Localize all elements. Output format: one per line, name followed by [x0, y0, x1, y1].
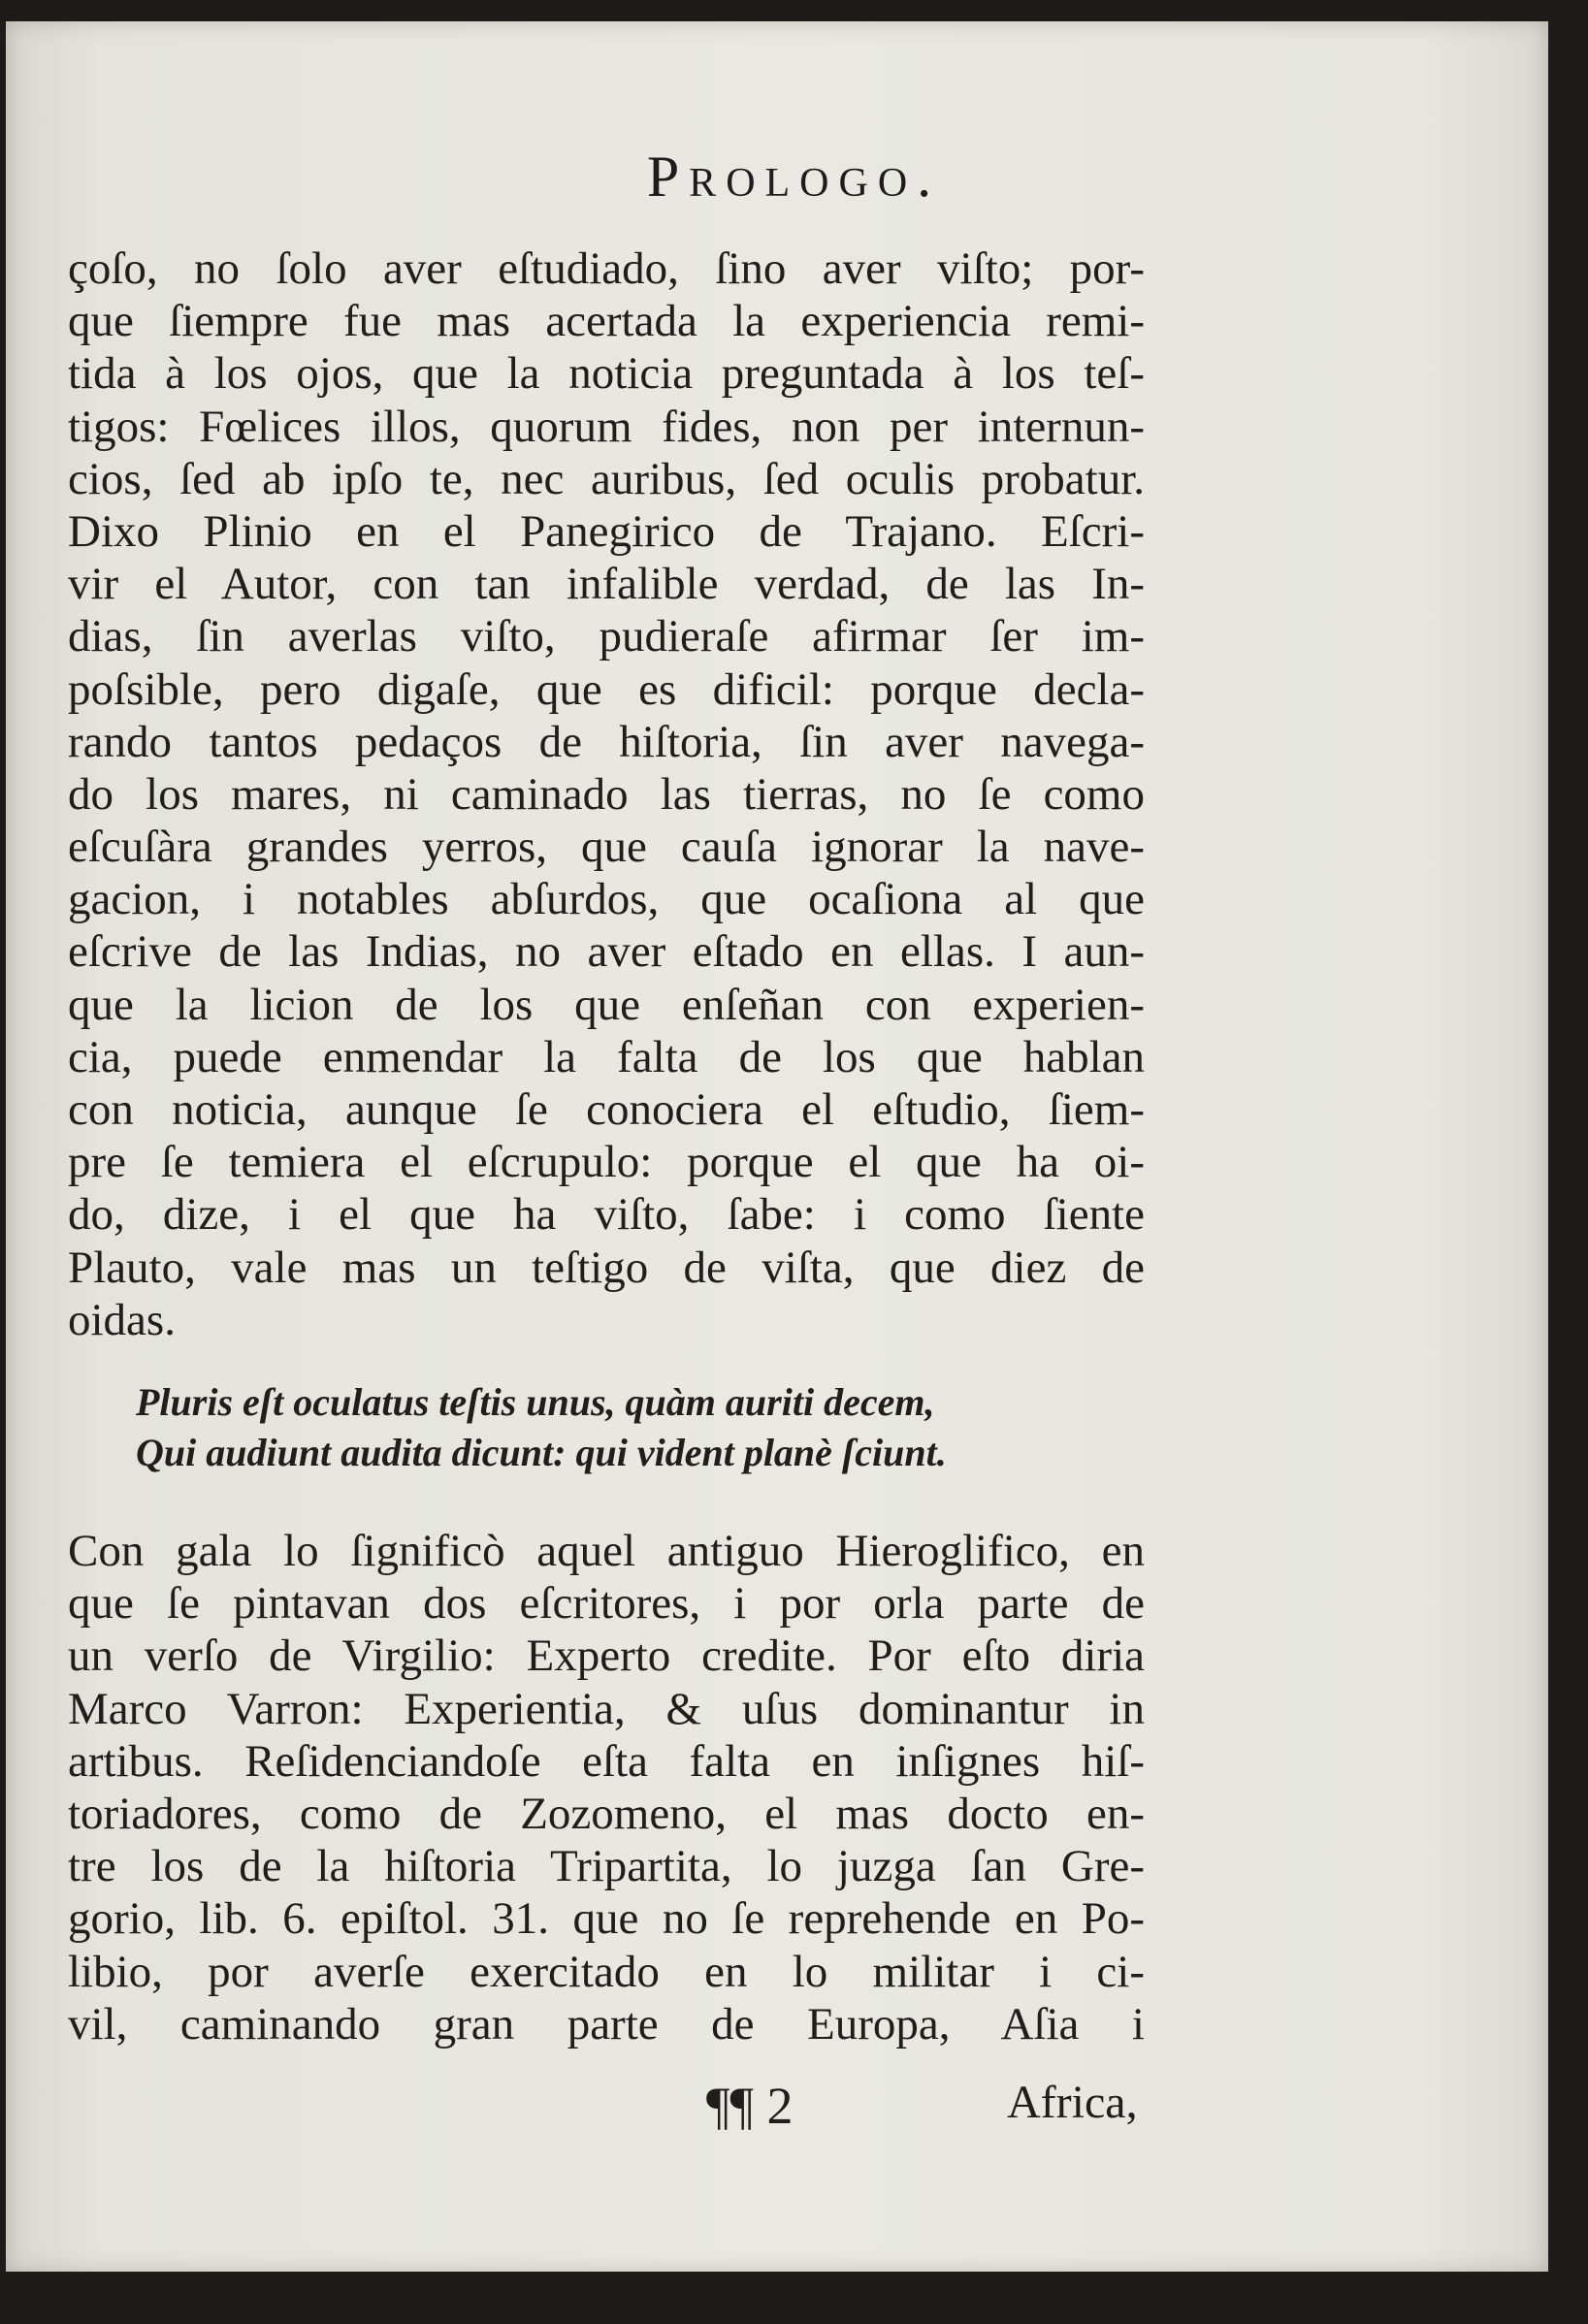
verse-line: Pluris eſt oculatus teſtis unus, quàm auriti decem, — [136, 1380, 935, 1424]
text-line: cios, ſed ab ipſo te, nec auribus, ſed oculis probatur. — [68, 453, 1145, 504]
text-line: do, dize, i el que ha viſto, ſabe: i como ſiente — [68, 1189, 1145, 1241]
text-line: cia, puede enmendar la falta de los que hablan — [68, 1031, 1145, 1082]
text-line: tre los de la hiſtoria Tripartita, lo juzga ſan Gre- — [68, 1841, 1145, 1892]
text-line: çoſo, no ſolo aver eſtudiado, ſino aver viſto; por- — [68, 243, 1145, 294]
text-line: Dixo Plinio en el Panegirico de Trajano. Eſcri- — [68, 505, 1145, 557]
text-line: do los mares, ni caminado las tierras, no ſe como — [68, 768, 1145, 820]
text-line: artibus. Reſidenciandoſe eſta falta en inſignes hiſ- — [68, 1735, 1145, 1787]
text-line: vir el Autor, con tan infalible verdad, de las In- — [68, 559, 1145, 610]
text-line: con noticia, aunque ſe conociera el eſtudio, ſiem- — [68, 1084, 1145, 1135]
text-line: poſsible, pero digaſe, que es dificil: porque decla- — [68, 663, 1145, 715]
signature-mark: ¶¶ 2 — [706, 2077, 794, 2135]
page-heading: Prologo. — [646, 145, 942, 209]
text-line: rando tantos pedaços de hiſtoria, ſin aver navega- — [68, 716, 1145, 767]
text-line: gorio, lib. 6. epiſtol. 31. que no ſe reprehende en Po- — [68, 1893, 1145, 1945]
text-line: dias, ſin averlas viſto, pudieraſe afirmar ſer im- — [68, 611, 1145, 662]
text-line: vil, caminando gran parte de Europa, Aſia i — [68, 1998, 1145, 2050]
text-line: tida à los ojos, que la noticia preguntada à los teſ- — [68, 348, 1145, 400]
text-line: que ſiempre fue mas acertada la experiencia remi- — [68, 296, 1145, 347]
text-line: Marco Varron: Experientia, & uſus dominantur in — [68, 1683, 1145, 1734]
paragraph-1 — [68, 242, 1145, 1346]
text-line: tigos: Fœlices illos, quorum fides, non per internun- — [68, 401, 1145, 452]
text-line: toriadores, como de Zozomeno, el mas docto en- — [68, 1788, 1145, 1839]
text-line: que la licion de los que enſeñan con experien- — [68, 979, 1145, 1030]
text-line: Con gala lo ſignificò aquel antiguo Hieroglifico, en — [68, 1526, 1145, 1576]
text-line: eſcrive de las Indias, no aver eſtado en ellas. I aun- — [68, 926, 1145, 978]
text-line: eſcuſàra grandes yerros, que cauſa ignorar la nave- — [68, 822, 1145, 873]
text-line: oidas. — [68, 1294, 176, 1345]
text-line: pre ſe temiera el eſcrupulo: porque el que ha oi- — [68, 1137, 1145, 1188]
text-line: gacion, i notables abſurdos, que ocaſiona al que — [68, 874, 1145, 925]
text-line: que ſe pintavan dos eſcritores, i por orla parte de — [68, 1578, 1145, 1630]
text-line: un verſo de Virgilio: Experto credite. Por eſto diria — [68, 1630, 1145, 1682]
text-line: Plauto, vale mas un teſtigo de viſta, que diez de — [68, 1242, 1145, 1293]
verse-line: Qui audiunt audita dicunt: qui vident planè ſciunt. — [136, 1431, 947, 1474]
text-line: libio, por averſe exercitado en lo militar i ci- — [68, 1946, 1145, 1997]
paragraph-2 — [68, 1525, 1145, 2050]
latin-verse — [136, 1377, 1135, 1478]
catchword: Africa, — [1007, 2077, 1138, 2128]
